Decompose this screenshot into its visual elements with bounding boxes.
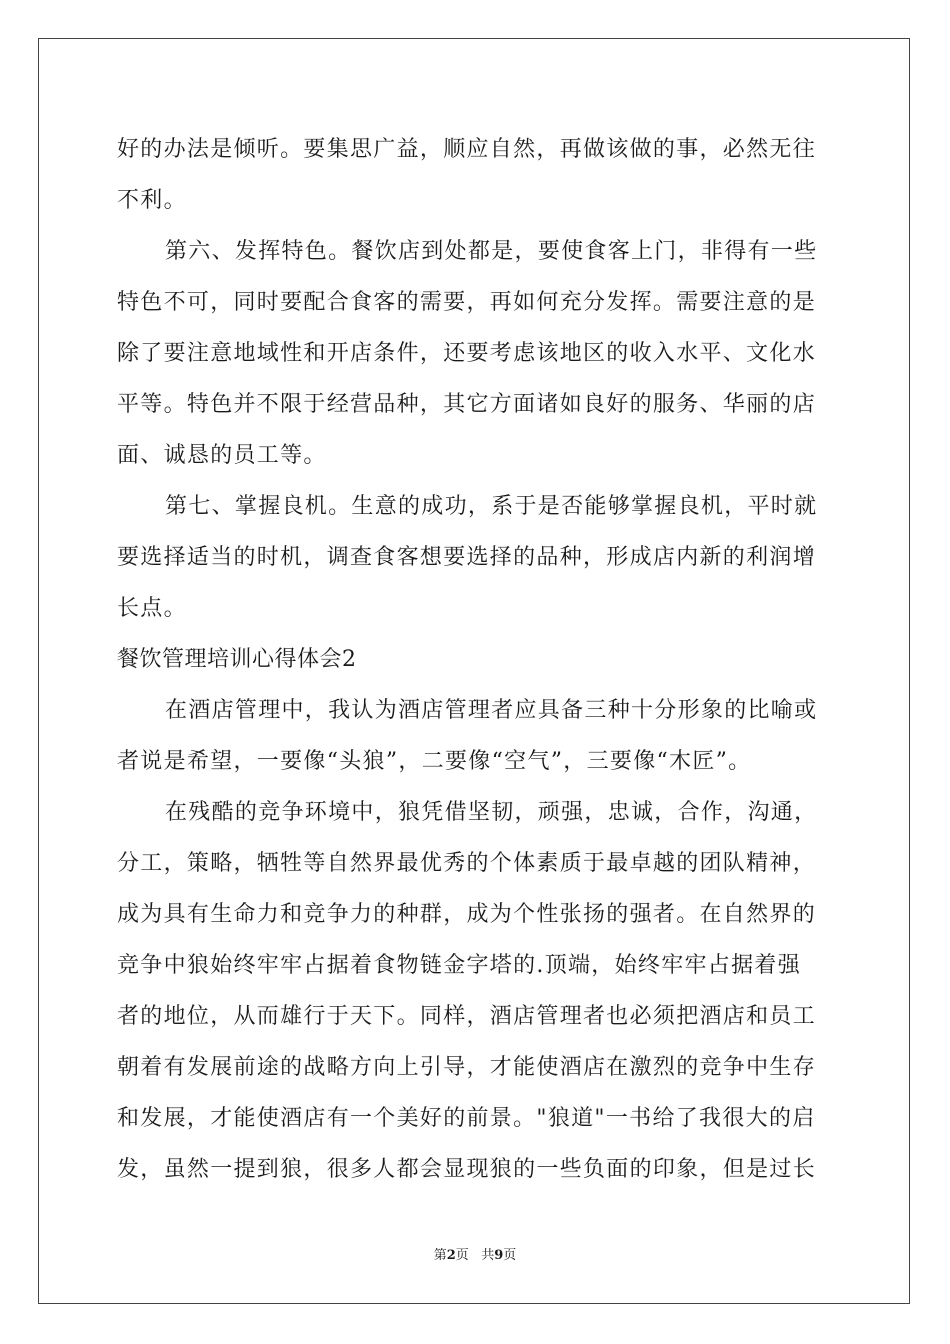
text-line: 分工，策略，牺牲等自然界最优秀的个体素质于最卓越的团队精神， [117,851,817,876]
total-suffix: 页 [503,1248,517,1263]
text-line: 平等。特色并不限于经营品种，其它方面诸如良好的服务、华丽的店 [117,392,817,417]
text-line: 好的办法是倾听。要集思广益，顺应自然，再做该做的事，必然无往 [117,137,817,162]
text-line: 和发展，才能使酒店有一个美好的前景。"狼道"一书给了我很大的启 [117,1106,816,1131]
text-line: 要选择适当的时机，调查食客想要选择的品种，形成店内新的利润增 [117,545,817,570]
page-number: 2 [446,1248,456,1263]
text-line: 者的地位，从而雄行于天下。同样，酒店管理者也必须把酒店和员工 [117,1004,817,1029]
paragraph-start: 在酒店管理中，我认为酒店管理者应具备三种十分形象的比喻或 [165,698,818,723]
page-footer [0,1244,950,1263]
section-heading: 餐饮管理培训心得体会2 [117,647,357,672]
document-body [117,124,833,1195]
text-line: 除了要注意地域性和开店条件，还要考虑该地区的收入水平、文化水 [117,341,817,366]
paragraph-start: 在残酷的竞争环境中，狼凭借坚韧，顽强，忠诚，合作，沟通， [165,800,818,825]
text-line: 朝着有发展前途的战略方向上引导，才能使酒店在激烈的竞争中生存 [117,1055,817,1080]
text-line: 者说是希望，一要像“头狼”，二要像“空气”，三要像“木匠”。 [117,749,752,774]
paragraph-start: 第六、发挥特色。餐饮店到处都是，要使食客上门，非得有一些 [165,239,818,264]
text-line: 面、诚恳的员工等。 [117,443,327,468]
text-line: 不利。 [117,188,187,213]
text-line: 特色不可，同时要配合食客的需要，再如何充分发挥。需要注意的是 [117,290,817,315]
text-line: 长点。 [117,596,187,621]
paragraph-start: 第七、掌握良机。生意的成功，系于是否能够掌握良机，平时就 [165,494,818,519]
text-line: 成为具有生命力和竞争力的种群，成为个性张扬的强者。在自然界的 [117,902,817,927]
page-suffix: 页 [455,1248,469,1263]
page-prefix: 第 [433,1248,447,1263]
text-line: 竞争中狼始终牢牢占据着食物链金字塔的.顶端，始终牢牢占据着强 [117,953,801,978]
total-pages: 9 [494,1248,504,1263]
text-line: 发，虽然一提到狼，很多人都会显现狼的一些负面的印象，但是过长 [117,1157,817,1182]
total-prefix: 共 [481,1248,495,1263]
